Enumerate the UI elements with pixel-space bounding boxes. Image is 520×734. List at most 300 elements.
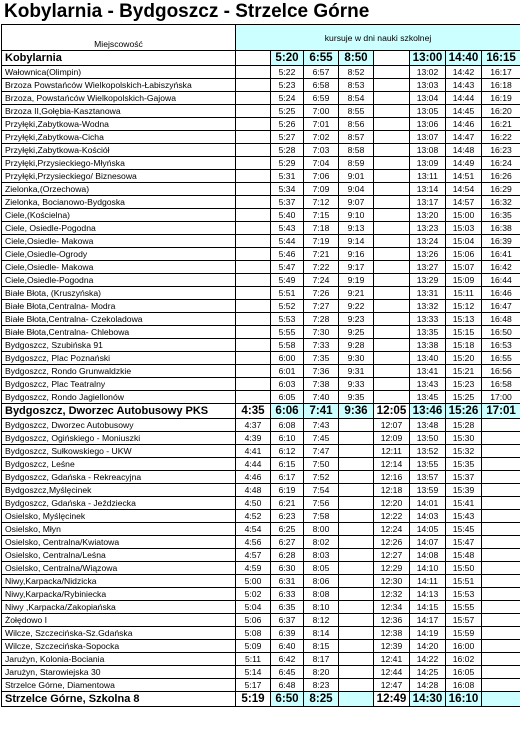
- departure-time: [236, 131, 271, 144]
- departure-time: [339, 614, 374, 627]
- table-row: [2, 471, 520, 484]
- departure-time: 14:19: [410, 627, 446, 640]
- departure-time: [339, 549, 374, 562]
- departure-time: 9:19: [339, 274, 374, 287]
- departure-time: 12:34: [374, 601, 410, 614]
- departure-time: 9:23: [339, 313, 374, 326]
- departure-time: 14:49: [446, 157, 482, 170]
- departure-time: 16:19: [482, 92, 520, 105]
- table-row: [2, 235, 520, 248]
- departure-time: 7:38: [304, 378, 339, 391]
- departure-time: [236, 365, 271, 378]
- stop-name: Jarużyn, Starowiejska 30: [2, 666, 236, 679]
- departure-time: 6:08: [271, 419, 304, 432]
- departure-time: 15:57: [446, 614, 482, 627]
- departure-time: 4:54: [236, 523, 271, 536]
- table-row: [2, 549, 520, 562]
- stop-name: Białe Błota, (Kruszyńska): [2, 287, 236, 300]
- departure-time: 15:25: [446, 391, 482, 404]
- departure-time: 15:59: [446, 627, 482, 640]
- departure-time: 13:07: [410, 131, 446, 144]
- departure-time: 5:14: [236, 666, 271, 679]
- departure-time: 16:55: [482, 352, 520, 365]
- departure-time: [339, 497, 374, 510]
- departure-time: [482, 445, 520, 458]
- departure-time: 13:26: [410, 248, 446, 261]
- departure-time: 12:41: [374, 653, 410, 666]
- stop-name: Bydgoszcz, Sułkowskiego - UKW: [2, 445, 236, 458]
- departure-time: [374, 79, 410, 92]
- departure-time: 15:35: [446, 458, 482, 471]
- departure-time: [482, 601, 520, 614]
- departure-time: 17:01: [482, 404, 520, 419]
- departure-time: 9:30: [339, 352, 374, 365]
- departure-time: 15:03: [446, 222, 482, 235]
- table-row: [2, 287, 520, 300]
- departure-time: [236, 313, 271, 326]
- departure-time: 7:28: [304, 313, 339, 326]
- departure-time: [236, 287, 271, 300]
- timetable: [1, 24, 520, 707]
- departure-time: [236, 326, 271, 339]
- departure-time: 13:35: [410, 326, 446, 339]
- departure-time: 6:23: [271, 510, 304, 523]
- departure-time: 14:10: [410, 562, 446, 575]
- departure-time: 15:28: [446, 419, 482, 432]
- departure-time: 6:27: [271, 536, 304, 549]
- departure-time: 7:33: [304, 339, 339, 352]
- departure-time: 6:19: [271, 484, 304, 497]
- departure-time: 13:55: [410, 458, 446, 471]
- table-row: [2, 653, 520, 666]
- stop-name: Osielsko, Myślęcinek: [2, 510, 236, 523]
- departure-time: [374, 391, 410, 404]
- departure-time: [482, 614, 520, 627]
- stop-name: Bydgoszcz, Gdańska - Rekreacyjna: [2, 471, 236, 484]
- departure-time: 6:45: [271, 666, 304, 679]
- departure-time: 14:44: [446, 92, 482, 105]
- departure-time: [482, 627, 520, 640]
- departure-time: 9:25: [339, 326, 374, 339]
- departure-time: 7:06: [304, 170, 339, 183]
- table-row: [2, 339, 520, 352]
- departure-time: [339, 523, 374, 536]
- stop-name: Białe Błota,Centralna- Chlebowa: [2, 326, 236, 339]
- departure-time: 13:48: [410, 419, 446, 432]
- departure-time: [374, 51, 410, 66]
- departure-time: 13:31: [410, 287, 446, 300]
- departure-time: 5:51: [271, 287, 304, 300]
- table-row: [2, 105, 520, 118]
- departure-time: 12:14: [374, 458, 410, 471]
- departure-time: 13:45: [410, 391, 446, 404]
- departure-time: [236, 183, 271, 196]
- departure-time: [482, 640, 520, 653]
- departure-time: 8:05: [304, 562, 339, 575]
- departure-time: 7:02: [304, 131, 339, 144]
- departure-time: 15:39: [446, 484, 482, 497]
- departure-time: 8:17: [304, 653, 339, 666]
- departure-time: 13:46: [410, 404, 446, 419]
- stop-name: Ciele,Osiedle-Pogodna: [2, 274, 236, 287]
- departure-time: 15:18: [446, 339, 482, 352]
- stop-name: Przyłęki,Zabytkowa-Cicha: [2, 131, 236, 144]
- stop-name: Niwy ,Karpacka/Zakopiańska: [2, 601, 236, 614]
- departure-time: 15:23: [446, 378, 482, 391]
- departure-time: [339, 575, 374, 588]
- departure-time: 7:52: [304, 471, 339, 484]
- departure-time: 7:00: [304, 105, 339, 118]
- departure-time: 9:17: [339, 261, 374, 274]
- departure-time: 6:58: [304, 79, 339, 92]
- departure-time: 7:30: [304, 326, 339, 339]
- stop-name: Wałownica(Olimpin): [2, 66, 236, 79]
- departure-time: [339, 484, 374, 497]
- stop-name: Bydgoszcz, Rondo Grunwaldzkie: [2, 365, 236, 378]
- departure-time: 13:23: [410, 222, 446, 235]
- departure-time: 16:15: [482, 51, 520, 66]
- table-row: [2, 497, 520, 510]
- departure-time: [374, 196, 410, 209]
- departure-time: 12:24: [374, 523, 410, 536]
- stop-name: Wilcze, Szczecińska-Sz.Gdańska: [2, 627, 236, 640]
- departure-time: 12:32: [374, 588, 410, 601]
- departure-time: 15:53: [446, 588, 482, 601]
- table-row: [2, 562, 520, 575]
- departure-time: 8:14: [304, 627, 339, 640]
- table-row: [2, 484, 520, 497]
- departure-time: 13:02: [410, 66, 446, 79]
- table-row: [2, 51, 520, 66]
- table-row: [2, 261, 520, 274]
- departure-time: 16:47: [482, 300, 520, 313]
- departure-time: 12:29: [374, 562, 410, 575]
- departure-time: 9:10: [339, 209, 374, 222]
- table-row: [2, 378, 520, 391]
- departure-time: 15:21: [446, 365, 482, 378]
- table-row: [2, 601, 520, 614]
- departure-time: [374, 157, 410, 170]
- departure-time: [374, 235, 410, 248]
- departure-time: 16:10: [446, 692, 482, 707]
- departure-time: 16:39: [482, 235, 520, 248]
- departure-time: 7:22: [304, 261, 339, 274]
- departure-time: 13:00: [410, 51, 446, 66]
- departure-time: [374, 92, 410, 105]
- departure-time: 7:36: [304, 365, 339, 378]
- departure-time: 6:50: [271, 692, 304, 707]
- departure-time: 9:22: [339, 300, 374, 313]
- table-row: [2, 627, 520, 640]
- stop-name: Bydgoszcz, Dworzec Autobusowy PKS: [2, 404, 236, 419]
- stop-name: Bydgoszcz, Leśne: [2, 458, 236, 471]
- departure-time: 5:08: [236, 627, 271, 640]
- departure-time: 14:45: [446, 105, 482, 118]
- departure-time: 5:26: [271, 118, 304, 131]
- departure-time: 16:00: [446, 640, 482, 653]
- stop-name: Ciele, Osiedle-Pogodna: [2, 222, 236, 235]
- departure-time: [482, 536, 520, 549]
- departure-time: 8:55: [339, 105, 374, 118]
- departure-time: 7:58: [304, 510, 339, 523]
- departure-time: 14:25: [410, 666, 446, 679]
- stop-name: Brzoza Powstańców Wielkopolskich-Łabiszyńska: [2, 79, 236, 92]
- departure-time: 14:30: [410, 692, 446, 707]
- departure-time: 4:50: [236, 497, 271, 510]
- table-row: [2, 679, 520, 692]
- departure-time: 12:49: [374, 692, 410, 707]
- departure-time: 14:17: [410, 614, 446, 627]
- departure-time: [236, 339, 271, 352]
- departure-time: 5:58: [271, 339, 304, 352]
- departure-time: [236, 144, 271, 157]
- departure-time: 8:52: [339, 66, 374, 79]
- departure-time: 6:35: [271, 601, 304, 614]
- departure-time: [482, 549, 520, 562]
- departure-time: 5:20: [271, 51, 304, 66]
- departure-time: 15:37: [446, 471, 482, 484]
- departure-time: 7:26: [304, 287, 339, 300]
- departure-time: 4:52: [236, 510, 271, 523]
- departure-time: [374, 66, 410, 79]
- departure-time: 16:56: [482, 365, 520, 378]
- departure-time: 5:40: [271, 209, 304, 222]
- departure-time: 7:18: [304, 222, 339, 235]
- stop-name: Bydgoszcz, Ogińskiego - Moniuszki: [2, 432, 236, 445]
- departure-time: 5:17: [236, 679, 271, 692]
- table-row: [2, 666, 520, 679]
- departure-time: 8:59: [339, 157, 374, 170]
- departure-time: [236, 66, 271, 79]
- departure-time: 14:22: [410, 653, 446, 666]
- departure-time: 9:33: [339, 378, 374, 391]
- departure-time: [236, 300, 271, 313]
- stop-name: Osielsko, Młyn: [2, 523, 236, 536]
- departure-time: 5:19: [236, 692, 271, 707]
- departure-time: 7:03: [304, 144, 339, 157]
- departure-time: 14:48: [446, 144, 482, 157]
- departure-time: 7:50: [304, 458, 339, 471]
- departure-time: 5:11: [236, 653, 271, 666]
- departure-time: 16:18: [482, 79, 520, 92]
- departure-time: 7:35: [304, 352, 339, 365]
- departure-time: 8:02: [304, 536, 339, 549]
- stop-name: Bydgoszcz, Plac Poznański: [2, 352, 236, 365]
- departure-time: 13:40: [410, 352, 446, 365]
- stop-name: Przyłęki,Przysieckiego-Młyńska: [2, 157, 236, 170]
- departure-time: [374, 261, 410, 274]
- departure-time: 5:22: [271, 66, 304, 79]
- departure-time: 15:09: [446, 274, 482, 287]
- table-row: [2, 248, 520, 261]
- stop-column-header: Miejscowość: [2, 25, 236, 51]
- departure-time: 5:53: [271, 313, 304, 326]
- departure-time: 16:46: [482, 287, 520, 300]
- departure-time: 7:47: [304, 445, 339, 458]
- departure-time: [236, 79, 271, 92]
- page-title: Kobylarnia - Bydgoszcz - Strzelce Górne: [4, 1, 370, 22]
- departure-time: 4:48: [236, 484, 271, 497]
- departure-time: 15:07: [446, 261, 482, 274]
- departure-time: [374, 209, 410, 222]
- departure-time: 7:45: [304, 432, 339, 445]
- departure-time: 16:53: [482, 339, 520, 352]
- departure-time: 9:36: [339, 404, 374, 419]
- departure-time: 6:39: [271, 627, 304, 640]
- departure-time: [339, 510, 374, 523]
- departure-time: 5:52: [271, 300, 304, 313]
- departure-time: [482, 458, 520, 471]
- table-row: [2, 419, 520, 432]
- departure-time: [339, 419, 374, 432]
- departure-time: 16:32: [482, 196, 520, 209]
- departure-time: 15:00: [446, 209, 482, 222]
- departure-time: [374, 378, 410, 391]
- departure-time: [339, 458, 374, 471]
- stop-name: Niwy,Karpacka/Rybiniecka: [2, 588, 236, 601]
- departure-time: 13:32: [410, 300, 446, 313]
- departure-time: 13:06: [410, 118, 446, 131]
- departure-time: 4:39: [236, 432, 271, 445]
- departure-time: 12:18: [374, 484, 410, 497]
- departure-time: 15:45: [446, 523, 482, 536]
- departure-time: [482, 510, 520, 523]
- table-row: [2, 79, 520, 92]
- table-row: [2, 118, 520, 131]
- departure-time: 16:44: [482, 274, 520, 287]
- departure-time: 14:11: [410, 575, 446, 588]
- table-row: [2, 640, 520, 653]
- departure-time: 4:35: [236, 404, 271, 419]
- departure-time: 7:12: [304, 196, 339, 209]
- table-row: [2, 196, 520, 209]
- departure-time: 14:43: [446, 79, 482, 92]
- departure-time: [236, 391, 271, 404]
- departure-time: 12:05: [374, 404, 410, 419]
- departure-time: 13:08: [410, 144, 446, 157]
- departure-time: 15:15: [446, 326, 482, 339]
- departure-time: 13:09: [410, 157, 446, 170]
- departure-time: 5:29: [271, 157, 304, 170]
- table-row: [2, 523, 520, 536]
- departure-time: 6:17: [271, 471, 304, 484]
- departure-time: 8:12: [304, 614, 339, 627]
- departure-time: 8:10: [304, 601, 339, 614]
- departure-time: [236, 261, 271, 274]
- departure-time: 8:20: [304, 666, 339, 679]
- departure-time: 12:38: [374, 627, 410, 640]
- departure-time: 16:23: [482, 144, 520, 157]
- stop-name: Ciele,Osiedle- Makowa: [2, 261, 236, 274]
- departure-time: [339, 666, 374, 679]
- departure-time: 6:05: [271, 391, 304, 404]
- departure-time: 8:03: [304, 549, 339, 562]
- departure-time: 16:22: [482, 131, 520, 144]
- departure-time: 6:00: [271, 352, 304, 365]
- departure-time: 13:52: [410, 445, 446, 458]
- departure-time: 9:01: [339, 170, 374, 183]
- departure-time: 6:48: [271, 679, 304, 692]
- departure-time: [339, 653, 374, 666]
- departure-time: [482, 432, 520, 445]
- departure-time: 7:04: [304, 157, 339, 170]
- departure-time: 7:54: [304, 484, 339, 497]
- departure-time: 15:30: [446, 432, 482, 445]
- departure-time: 13:05: [410, 105, 446, 118]
- departure-time: [374, 105, 410, 118]
- departure-time: 6:12: [271, 445, 304, 458]
- table-row: [2, 274, 520, 287]
- stop-name: Wilcze, Szczecińska-Sopocka: [2, 640, 236, 653]
- departure-time: 14:40: [446, 51, 482, 66]
- departure-time: 8:54: [339, 92, 374, 105]
- table-row: [2, 300, 520, 313]
- stop-name: Brzoza, Powstańców Wielkopolskich-Gajowa: [2, 92, 236, 105]
- departure-time: 12:44: [374, 666, 410, 679]
- departure-time: [339, 679, 374, 692]
- departure-time: 16:58: [482, 378, 520, 391]
- departure-time: 15:11: [446, 287, 482, 300]
- stop-name: Przyłęki,Przysieckiego/ Biznesowa: [2, 170, 236, 183]
- table-row: [2, 365, 520, 378]
- stop-name: Osielsko, Centralna/Kwiatowa: [2, 536, 236, 549]
- departure-time: 15:41: [446, 497, 482, 510]
- departure-time: 9:14: [339, 235, 374, 248]
- departure-time: 4:46: [236, 471, 271, 484]
- departure-time: [339, 562, 374, 575]
- stop-name: Bydgoszcz, Dworzec Autobusowy: [2, 419, 236, 432]
- departure-time: 14:01: [410, 497, 446, 510]
- departure-time: 9:21: [339, 287, 374, 300]
- departure-time: 14:54: [446, 183, 482, 196]
- departure-time: [236, 157, 271, 170]
- stop-name: Ciele,Osiedle-Ogrody: [2, 248, 236, 261]
- departure-time: 8:06: [304, 575, 339, 588]
- departure-time: 15:51: [446, 575, 482, 588]
- departure-time: 16:20: [482, 105, 520, 118]
- departure-time: 14:51: [446, 170, 482, 183]
- departure-time: 14:20: [410, 640, 446, 653]
- departure-time: 6:33: [271, 588, 304, 601]
- departure-time: 7:24: [304, 274, 339, 287]
- departure-time: 14:05: [410, 523, 446, 536]
- departure-time: 9:16: [339, 248, 374, 261]
- departure-time: 6:59: [304, 92, 339, 105]
- departure-time: 15:32: [446, 445, 482, 458]
- departure-time: 15:48: [446, 549, 482, 562]
- departure-time: [236, 118, 271, 131]
- departure-time: 15:04: [446, 235, 482, 248]
- departure-time: 14:07: [410, 536, 446, 549]
- departure-time: 13:38: [410, 339, 446, 352]
- stop-name: Bydgoszcz,Myślęcinek: [2, 484, 236, 497]
- departure-time: [374, 118, 410, 131]
- departure-time: 9:31: [339, 365, 374, 378]
- departure-time: 14:28: [410, 679, 446, 692]
- departure-time: [374, 248, 410, 261]
- departure-time: [236, 196, 271, 209]
- departure-time: 13:50: [410, 432, 446, 445]
- departure-time: 16:50: [482, 326, 520, 339]
- departure-time: 7:27: [304, 300, 339, 313]
- stop-name: Żołędowo I: [2, 614, 236, 627]
- stop-name: Zielonka,(Orzechowa): [2, 183, 236, 196]
- departure-time: 12:09: [374, 432, 410, 445]
- departure-time: 16:02: [446, 653, 482, 666]
- departure-time: 14:08: [410, 549, 446, 562]
- departure-time: [374, 339, 410, 352]
- departure-time: 6:42: [271, 653, 304, 666]
